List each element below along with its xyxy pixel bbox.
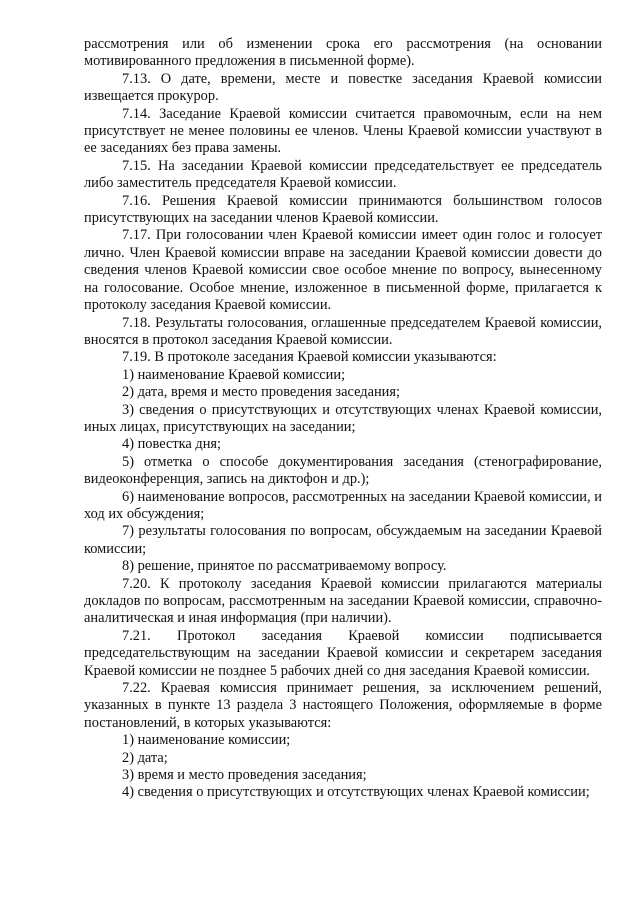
list-item-7-19-3: 3) сведения о присутствующих и отсутствующих членах Краевой комиссии, иных лицах, присутствующих на заседании;	[84, 401, 602, 435]
list-item-7-19-1: 1) наименование Краевой комиссии;	[122, 366, 346, 383]
paragraph-7-21: 7.21. Протокол заседания Краевой комиссии подписывается председательствующим на заседании Краевой комиссии и секретарем заседания Краевой комиссии не позднее 5 рабочих дней со дня заседания Краевой комиссии.	[84, 627, 602, 679]
list-item-7-19-6: 6) наименование вопросов, рассмотренных на заседании Краевой комиссии, и ход их обсуждения;	[84, 488, 602, 522]
paragraph-7-18: 7.18. Результаты голосования, оглашенные председателем Краевой комиссии, вносятся в протокол заседания Краевой комиссии.	[84, 314, 602, 348]
list-item-7-19-2: 2) дата, время и место проведения заседания;	[122, 384, 400, 401]
document-page	[84, 36, 602, 802]
paragraph-7-17: 7.17. При голосовании член Краевой комиссии имеет один голос и голосует лично. Член Краевой комиссии вправе на заседании Краевой комиссии довести до сведения членов Краевой комиссии свое особое мнение по вопросу, вынесенному на голосование. Особое мнение, изложенное в письменной форме, прилагается к протоколу заседания Краевой комиссии.	[84, 227, 602, 314]
paragraph-7-13: 7.13. О дате, времени, месте и повестке заседания Краевой комиссии извещается прокурор.	[84, 70, 602, 105]
paragraph-7-16: 7.16. Решения Краевой комиссии принимаются большинством голосов присутствующих на заседании членов Краевой комиссии.	[84, 192, 602, 227]
paragraph-7-20: 7.20. К протоколу заседания Краевой комиссии прилагаются материалы докладов по вопросам, рассмотренным на заседании Краевой комиссии, справочно-аналитическая и иная информация (при наличии).	[84, 575, 602, 627]
list-item-7-22-3: 3) время и место проведения заседания;	[122, 767, 367, 784]
list-item-7-22-1: 1) наименование комиссии;	[122, 732, 291, 749]
paragraph-7-14: 7.14. Заседание Краевой комиссии считается правомочным, если на нем присутствует не менее половины ее членов. Члены Краевой комиссии участвуют в ее заседаниях без права замены.	[84, 105, 602, 157]
list-item-7-22-2: 2) дата;	[122, 749, 168, 766]
list-item-7-19-8: 8) решение, принятое по рассматриваемому вопросу.	[122, 558, 447, 575]
list-item-7-22-4: 4) сведения о присутствующих и отсутствующих членах Краевой комиссии;	[122, 784, 590, 801]
paragraph-7-19: 7.19. В протоколе заседания Краевой комиссии указываются:	[122, 349, 497, 366]
list-item-7-19-4: 4) повестка дня;	[122, 436, 222, 453]
paragraph-continuation: рассмотрения или об изменении срока его рассмотрения (на основании мотивированного предложения в письменной форме).	[84, 36, 602, 70]
paragraph-7-15: 7.15. На заседании Краевой комиссии председательствует ее председатель либо заместитель председателя Краевой комиссии.	[84, 157, 602, 192]
list-item-7-19-5: 5) отметка о способе документирования заседания (стенографирование, видеоконференция, запись на диктофон и др.);	[84, 453, 602, 488]
list-item-7-19-7: 7) результаты голосования по вопросам, обсуждаемым на заседании Краевой комиссии;	[84, 523, 602, 557]
paragraph-7-22: 7.22. Краевая комиссия принимает решения, за исключением решений, указанных в пункте 13 раздела 3 настоящего Положения, оформляемые в форме постановлений, в которых указываются:	[84, 680, 602, 731]
